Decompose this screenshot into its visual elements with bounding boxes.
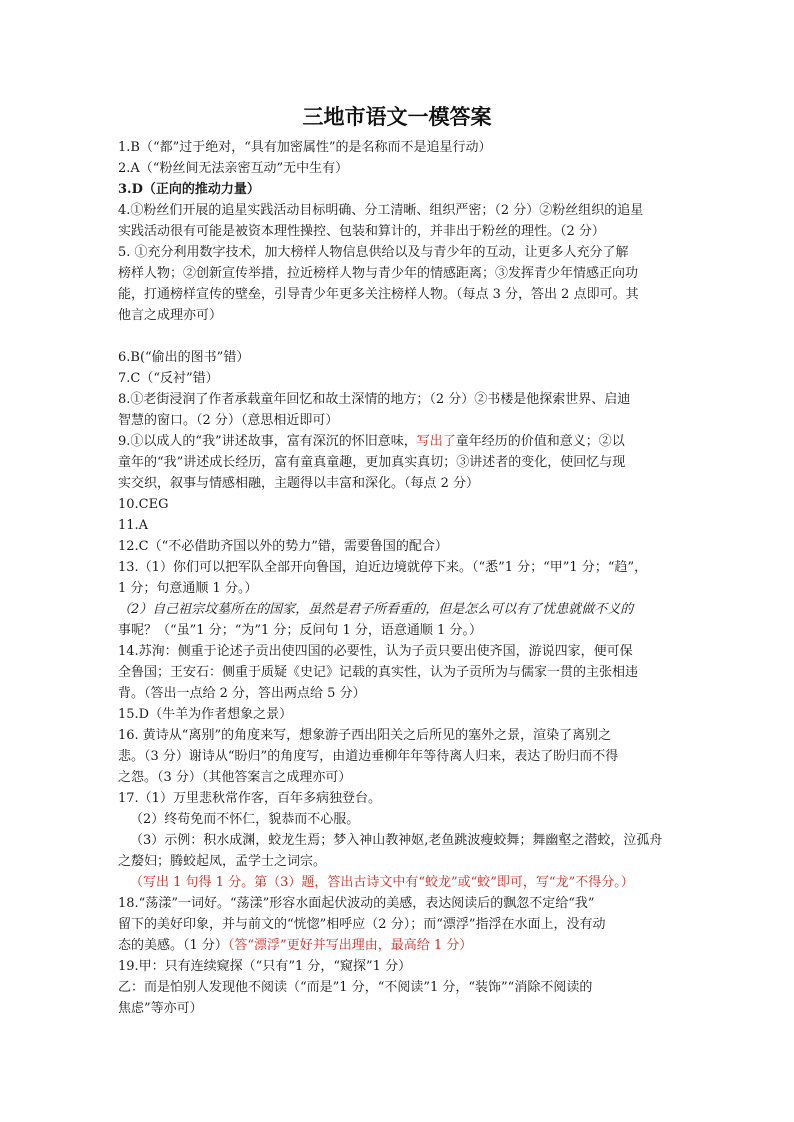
answer-1: 1.B（“都”过于绝对，“具有加密属性”的是名称而不是追星行动） <box>118 140 492 155</box>
answer-13-line-2: 1 分；句意通顺 1 分。） <box>118 581 258 596</box>
answer-8-line-2: 智慧的窗口。（2 分）（意思相近即可） <box>118 413 339 428</box>
answer-9-line-1 <box>118 432 625 452</box>
answer-17-line-2: （2）终苟免而不怀仁，貌恭而不心服。 <box>130 812 360 827</box>
answer-17-line-4: 之嫠妇；腾蛟起凤，孟学士之词宗。 <box>118 854 327 869</box>
page-title: 三地市语文一模答案 <box>302 105 492 129</box>
answer-18-text: 态的美感。（1 分） <box>118 938 228 953</box>
answer-7: 7.C（“反衬”错） <box>118 371 219 386</box>
answer-17-line-1: 17.（1）万里悲秋常作客，百年多病独登台。 <box>118 791 381 806</box>
answer-3: 3.D（正向的推动力量） <box>118 182 260 197</box>
answer-18-line-1: 18.“荡漾”一词好。“荡漾”形容水面起伏波动的美感，表达阅读后的飘忽不定给“我” <box>118 896 595 911</box>
answer-6: 6.B(“偷出的图书”错） <box>118 350 250 365</box>
answer-13-line-3: （2）自己祖宗坟墓所在的国家，虽然是君子所看重的，但是怎么可以有了忧患就做不义的 <box>118 602 634 617</box>
answer-2: 2.A（“粉丝间无法亲密互动”无中生有） <box>118 161 349 176</box>
answer-14-line-2: 全鲁国；王安石：侧重于质疑《史记》记载的真实性，认为子贡所为与儒家一贯的主张相违 <box>118 665 639 680</box>
answer-11: 11.A <box>118 518 149 533</box>
answer-5-line-3: 能，打通榜样宣传的壁垒，引导青少年更多关注榜样人物。（每点 3 分，答出 2 点即可。其 <box>118 287 639 302</box>
answer-9-line-3: 实交织，叙事与情感相融，主题得以丰富和深化。（每点 2 分） <box>118 476 480 491</box>
answer-9-highlight: 写出了 <box>416 434 456 449</box>
answer-18-scoring-note: （答“漂浮”更好并写出理由，最高给 1 分） <box>227 938 473 953</box>
answer-19-line-2: 乙：而是怕别人发现他不阅读（“而是”1 分，“不阅读”1 分，“装饰”“消除不阅读的 <box>118 980 593 995</box>
answer-12: 12.C（“不必借助齐国以外的势力”错，需要鲁国的配合） <box>118 539 448 554</box>
answer-14-line-3: 背。（答出一点给 2 分，答出两点给 5 分） <box>118 686 366 701</box>
answer-17-scoring-note: （写出 1 句得 1 分。第（3）题，答出古诗文中有“蛟龙”或“蛟”即可，写“龙”不得分。） <box>130 875 634 890</box>
answer-10: 10.CEG <box>118 497 169 512</box>
answer-5-line-1: 5. ①充分利用数字技术，加大榜样人物信息供给以及与青少年的互动，让更多人充分了解 <box>118 245 629 260</box>
answer-5-line-2: 榜样人物；②创新宣传举措，拉近榜样人物与青少年的情感距离；③发挥青少年情感正向功 <box>118 266 639 281</box>
answer-5-line-4: 他言之成理亦可） <box>118 308 223 323</box>
answer-13-line-4: 事呢？（“虽”1 分；“为”1 分；反问句 1 分，语意通顺 1 分。） <box>118 623 482 638</box>
answer-19-line-1: 19.甲：只有连续窥探（“只有”1 分，“窥探”1 分） <box>118 959 412 974</box>
answer-19-line-3: 焦虑”等亦可） <box>118 1001 203 1016</box>
answer-9-text-b: 童年经历的价值和意义；②以 <box>455 434 625 449</box>
answer-16-line-3: 之怨。（3 分）（其他答案言之成理亦可） <box>118 770 352 785</box>
answer-15: 15.D（牛羊为作者想象之景） <box>118 707 293 722</box>
answer-18-line-2: 留下的美好印象，并与前文的“恍惚”相呼应（2 分）；而“漂浮”指浮在水面上，没有动 <box>118 917 606 932</box>
answer-4-line-1: 4.①粉丝们开展的追星实践活动目标明确、分工清晰、组织严密；（2 分）②粉丝组织的追星 <box>118 203 644 218</box>
answer-14-line-1: 14.苏洵：侧重于论述子贡出使四国的必要性，认为子贡只要出使齐国，游说四家，便可保 <box>118 644 633 659</box>
answer-4-line-2: 实践活动很有可能是被资本理性操控、包装和算计的，并非出于粉丝的理性。（2 分） <box>118 224 605 239</box>
answer-18-line-3 <box>118 936 472 956</box>
answer-9-line-2: 童年的“我”讲述成长经历，富有童真童趣，更加真实真切；③讲述者的变化，使回忆与现 <box>118 455 626 470</box>
answer-13-line-1: 13.（1）你们可以把军队全部开向鲁国，迫近边境就停下来。（“悉”1 分；“甲”1 分；“趋”， <box>118 560 648 575</box>
answer-17-line-3: （3）示例：积水成渊，蛟龙生焉；梦入神山教神妪,老鱼跳波瘦蛟舞；舞幽壑之潜蛟，泣孤舟 <box>130 833 663 848</box>
answer-9-text-a: 9.①以成人的“我”讲述故事，富有深沉的怀旧意味， <box>118 434 417 449</box>
answer-8-line-1: 8.①老街浸润了作者承载童年回忆和故土深情的地方；（2 分）②书楼是他探索世界、启迪 <box>118 392 631 407</box>
answer-16-line-1: 16. 黄诗从“离别”的角度来写，想象游子西出阳关之后所见的塞外之景，渲染了离别之 <box>118 728 612 743</box>
answer-16-line-2: 悲。（3 分）谢诗从“盼归”的角度写，由道边垂柳年年等待离人归来，表达了盼归而不得 <box>118 749 619 764</box>
